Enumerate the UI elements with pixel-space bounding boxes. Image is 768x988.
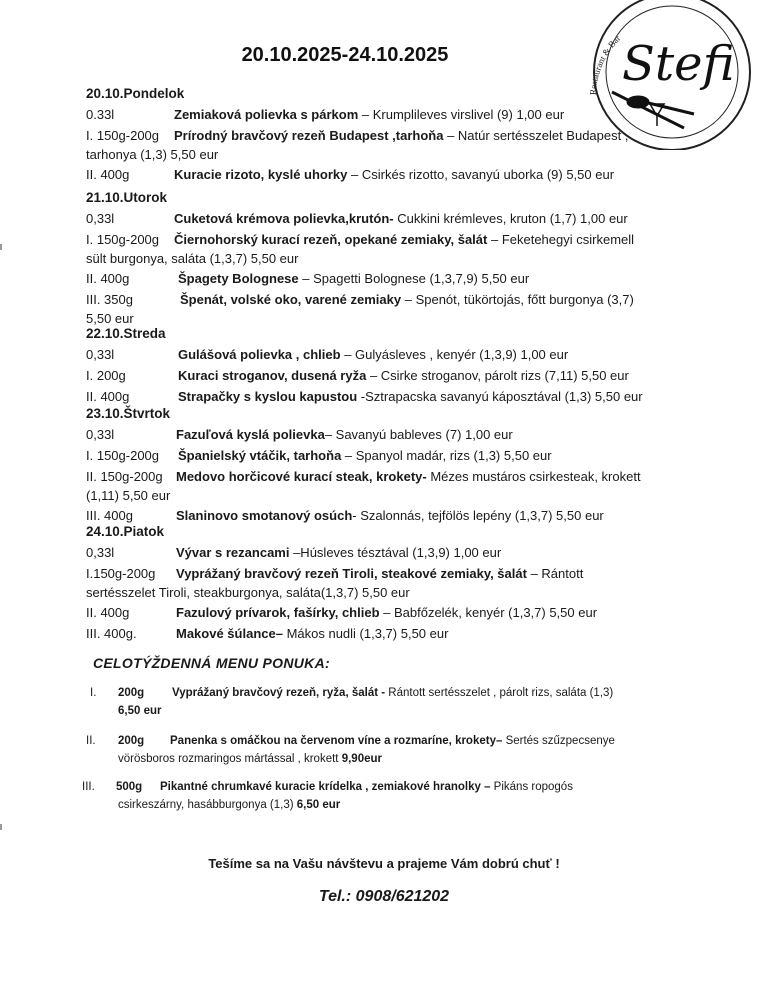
dish-description-continued: 5,50 eur (86, 311, 134, 326)
weekly-item-price: 9,90eur (341, 753, 382, 765)
day-heading: 24.10.Piatok (86, 524, 165, 539)
dish-name: Špagety Bolognese (178, 271, 299, 286)
dish-row (176, 469, 641, 485)
logo-brand-text: Stefi (622, 36, 735, 92)
dish-description: Mézes mustáros csirkesteak, krokett (426, 469, 641, 484)
dish-description: – Csirke stroganov, párolt rizs (7,11) 5,50 eur (366, 368, 629, 383)
dish-name: Medovo horčicové kurací steak, krokety- (176, 469, 427, 484)
weekly-item-description-continued: vörösboros rozmaringos mártással , krokett (118, 753, 342, 765)
dish-amount: II. 400g (86, 271, 130, 286)
dish-name: Kuraci stroganov, dusená ryža (178, 368, 367, 383)
dish-name: Prírodný bravčový rezeň Budapest ,tarhoňa (174, 128, 444, 143)
dish-name: Vývar s rezancami (176, 545, 290, 560)
scan-mark (0, 824, 2, 830)
weekly-item-row (172, 686, 613, 701)
dish-description-continued: sertésszelet Tiroli, steakburgonya, saláta(1,3,7) 5,50 eur (86, 585, 410, 600)
weekly-item-price: 6,50 eur (118, 705, 162, 717)
greeting-text: Tešíme sa na Vašu návštevu a prajeme Vám dobrú chuť ! (208, 856, 560, 871)
weekly-item-name: Vyprážaný bravčový rezeň, ryža, šalát - (172, 687, 386, 699)
dish-amount: 0,33l (86, 347, 115, 362)
dish-description: – Feketehegyi csirkemell (487, 232, 635, 247)
weekly-item-amount: 200g (118, 687, 145, 699)
dish-description: – Csirkés rizotto, savanyú uborka (9) 5,50 eur (347, 167, 615, 182)
weekly-item-second-line (118, 752, 382, 767)
dish-amount: III. 400g. (86, 626, 137, 641)
dish-amount: 0,33l (86, 211, 115, 226)
dish-row (180, 292, 634, 308)
dish-amount: 0,33l (86, 427, 115, 442)
dish-row (178, 448, 552, 464)
dish-row (174, 167, 614, 183)
dish-description: – Babfőzelék, kenyér (1,3,7) 5,50 eur (379, 605, 598, 620)
dish-description: – Gulyásleves , kenyér (1,3,9) 1,00 eur (340, 347, 569, 362)
dish-name: Makové šúlance– (176, 626, 283, 641)
dish-amount: II. 400g (86, 167, 130, 182)
dish-row (174, 107, 564, 123)
dish-row (174, 232, 634, 248)
dish-description: – Spagetti Bolognese (1,3,7,9) 5,50 eur (298, 271, 530, 286)
day-heading: 21.10.Utorok (86, 190, 168, 205)
dish-row (178, 271, 529, 287)
dish-row (174, 128, 628, 144)
dish-name: Čiernohorský kurací rezeň, opekané zemiaky, šalát (174, 232, 488, 247)
dish-description: - Szalonnás, tejfölös lepény (1,3,7) 5,50 eur (352, 508, 604, 523)
dish-description: – Rántott (526, 566, 584, 581)
dish-amount: I. 200g (86, 368, 126, 383)
dish-amount: II. 150g-200g (86, 469, 163, 484)
weekly-item-number: II. (86, 735, 96, 747)
day-heading: 22.10.Streda (86, 326, 166, 341)
dish-row (178, 368, 629, 384)
weekly-item-amount: 500g (116, 781, 143, 793)
day-heading: 20.10.Pondelok (86, 86, 185, 101)
dish-description-continued: (1,11) 5,50 eur (86, 488, 171, 503)
day-heading: 23.10.Štvrtok (86, 406, 171, 421)
dish-name: Fazuľová kyslá polievka (176, 427, 325, 442)
weekly-item-description: Pikáns ropogós (490, 781, 573, 793)
dish-row (176, 605, 597, 621)
dish-name: Španielský vtáčik, tarhoňa (178, 448, 342, 463)
weekly-item-second-line (118, 704, 161, 719)
dish-amount: I. 150g-200g (86, 232, 160, 247)
dish-name: Zemiaková polievka s párkom (174, 107, 359, 122)
dish-row (176, 427, 513, 443)
dish-amount: III. 400g (86, 508, 133, 523)
dish-name: Strapačky s kyslou kapustou (178, 389, 358, 404)
dish-name: Gulášová polievka , chlieb (178, 347, 341, 362)
dish-description: Cukkini krémleves, kruton (1,7) 1,00 eur (393, 211, 628, 226)
dish-amount: II. 400g (86, 389, 130, 404)
dish-name: Vyprážaný bravčový rezeň Tiroli, steakové zemiaky, šalát (176, 566, 527, 581)
weekly-item-row (170, 734, 615, 749)
dish-row (178, 389, 643, 405)
weekly-item-price: 6,50 eur (296, 799, 341, 811)
dish-amount: I. 150g-200g (86, 128, 160, 143)
dish-amount: I. 150g-200g (86, 448, 160, 463)
dish-description: –Húsleves tésztával (1,3,9) 1,00 eur (289, 545, 502, 560)
dish-amount: II. 400g (86, 605, 130, 620)
weekly-item-second-line (118, 798, 340, 813)
weekly-item-description: Sertés szűzpecsenye (502, 735, 615, 747)
dish-row (176, 508, 604, 524)
dish-amount: I.150g-200g (86, 566, 156, 581)
dish-row (176, 626, 448, 642)
dish-description-continued: sült burgonya, saláta (1,3,7) 5,50 eur (86, 251, 299, 266)
weekly-item-number: III. (82, 781, 95, 793)
dish-description: – Savanyú bableves (7) 1,00 eur (324, 427, 513, 442)
dish-name: Špenát, volské oko, varené zemiaky (180, 292, 402, 307)
scan-mark (0, 244, 2, 250)
logo-ring-text: Restaurant & Bar (587, 33, 623, 96)
page-title: 20.10.2025-24.10.2025 (241, 44, 449, 66)
dish-description-continued: tarhonya (1,3) 5,50 eur (86, 147, 219, 162)
dish-amount: III. 350g (86, 292, 133, 307)
dish-name: Cuketová krémova polievka,krutón- (174, 211, 394, 226)
weekly-item-name: Pikantné chrumkavé kuracie krídelka , zemiakové hranolky – (160, 781, 491, 793)
weekly-item-description-continued: csirkeszárny, hasábburgonya (1,3) (118, 799, 297, 811)
dish-row (176, 545, 501, 561)
dish-row (174, 211, 628, 227)
dish-description: Mákos nudli (1,3,7) 5,50 eur (282, 626, 449, 641)
weekly-menu-title: CELOTÝŽDENNÁ MENU PONUKA: (93, 655, 330, 671)
dish-description: – Krumplileves virslivel (9) 1,00 eur (358, 107, 565, 122)
weekly-item-amount: 200g (118, 735, 145, 747)
dish-name: Slaninovo smotanový osúch (176, 508, 353, 523)
phone-number: Tel.: 0908/621202 (318, 888, 450, 905)
dish-description: – Spanyol madár, rizs (1,3) 5,50 eur (341, 448, 552, 463)
dish-description: – Natúr sertésszelet Budapest , (443, 128, 629, 143)
weekly-item-description: Rántott sertésszelet , párolt rizs, saláta (1,3) (385, 687, 614, 699)
dish-row (176, 566, 583, 582)
dish-name: Kuracie rizoto, kyslé uhorky (174, 167, 348, 182)
weekly-item-row (160, 780, 573, 795)
dish-amount: 0.33l (86, 107, 115, 122)
dish-row (178, 347, 568, 363)
dish-name: Fazulový prívarok, fašírky, chlieb (176, 605, 380, 620)
weekly-item-name: Panenka s omáčkou na červenom víne a rozmaríne, krokety– (170, 735, 503, 747)
dish-description: -Sztrapacska savanyú káposztával (1,3) 5,50 eur (357, 389, 643, 404)
dish-amount: 0,33l (86, 545, 115, 560)
weekly-item-number: I. (90, 687, 97, 699)
dish-description: – Spenót, tükörtojás, főtt burgonya (3,7) (401, 292, 634, 307)
wine-glass-icon (650, 104, 664, 126)
